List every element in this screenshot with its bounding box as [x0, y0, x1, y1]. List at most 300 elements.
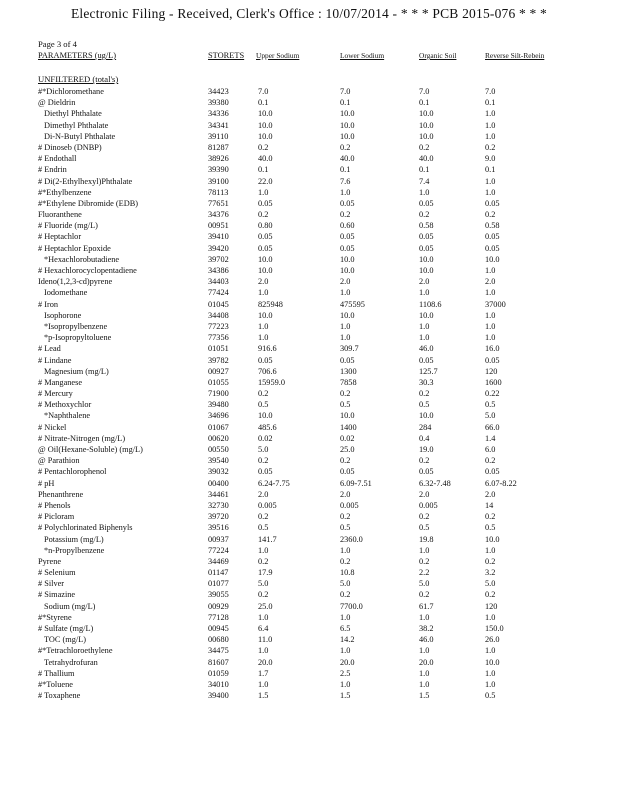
value-cell: 1.0 — [485, 109, 496, 119]
value-cell: 1.0 — [340, 679, 351, 689]
value-cell: 0.5 — [258, 523, 269, 533]
value-cell: 66.0 — [485, 422, 500, 432]
value-cell: 10.0 — [419, 120, 434, 130]
table-row — [0, 120, 618, 131]
parameter-name: #*Ethylene Dibromide (EDB) — [38, 198, 139, 208]
value-cell: 0.60 — [340, 221, 355, 231]
value-cell: 2.0 — [340, 277, 351, 287]
value-cell: 0.05 — [419, 243, 434, 253]
value-cell: 1.0 — [485, 679, 496, 689]
value-cell: 10.0 — [340, 131, 355, 141]
storet-code: 00937 — [208, 534, 229, 544]
storet-code: 39032 — [208, 467, 229, 477]
value-cell: 5.0 — [258, 445, 269, 454]
parameter-name: *p-Isopropyltoluene — [44, 333, 112, 343]
value-cell: 706.6 — [258, 366, 277, 376]
value-cell: 7700.0 — [340, 601, 363, 611]
value-cell: 1.0 — [340, 545, 351, 555]
value-cell: 26.0 — [485, 635, 500, 645]
value-cell: 0.05 — [258, 243, 273, 253]
parameter-name: Ideno(1,2,3-cd)pyrene — [38, 277, 113, 287]
value-cell: 19.0 — [419, 445, 434, 454]
value-cell: 10.0 — [258, 310, 273, 320]
table-row — [0, 444, 618, 455]
value-cell: 46.0 — [419, 635, 434, 645]
storet-code: 34386 — [208, 266, 229, 275]
value-cell: 22.0 — [258, 176, 273, 186]
value-cell: 1.5 — [419, 691, 430, 701]
value-cell: 40.0 — [258, 154, 273, 164]
storet-code: 01051 — [208, 344, 229, 354]
filing-header: Electronic Filing - Received, Clerk's Office : 10/07/2014 - * * * PCB 2015-076 * * * — [70, 6, 548, 21]
table-row — [0, 209, 618, 220]
table-row — [0, 310, 618, 321]
parameter-name: Phenanthrene — [38, 489, 84, 499]
table-row — [0, 321, 618, 332]
storet-code: 01055 — [208, 377, 229, 387]
table-row — [0, 276, 618, 287]
parameter-name: Isophorone — [44, 310, 82, 320]
storet-code: 01067 — [208, 422, 229, 432]
value-cell: 10.0 — [340, 310, 355, 320]
value-cell: 6.09-7.51 — [340, 478, 372, 488]
parameter-name: # Iron — [38, 299, 59, 309]
value-cell: 0.2 — [485, 456, 496, 466]
value-cell: 0.2 — [485, 210, 496, 220]
value-cell: 10.0 — [419, 411, 434, 421]
storet-code: 81607 — [208, 657, 229, 667]
value-cell: 0.1 — [340, 165, 351, 175]
lower-sodium-header: Lower Sodium — [340, 51, 385, 60]
table-row — [0, 500, 618, 511]
storet-code: 77128 — [208, 612, 229, 622]
value-cell: 30.3 — [419, 377, 434, 387]
table-row — [0, 433, 618, 444]
value-cell: 1.0 — [419, 612, 430, 622]
parameter-name: TOC (mg/L) — [44, 635, 87, 645]
storet-code: 39380 — [208, 98, 229, 108]
value-cell: 7.6 — [340, 176, 351, 186]
value-cell: 10.0 — [419, 131, 434, 141]
value-cell: 1.0 — [485, 310, 496, 320]
parameter-name: # Picloram — [38, 512, 75, 522]
storet-code: 77223 — [208, 321, 229, 331]
value-cell: 1300 — [340, 366, 357, 376]
value-cell: 284 — [419, 422, 432, 432]
value-cell: 0.2 — [485, 556, 496, 566]
table-row — [0, 343, 618, 354]
value-cell: 7.0 — [485, 87, 496, 96]
storet-code: 81287 — [208, 142, 229, 152]
parameter-name: #*Styrene — [38, 612, 72, 622]
storet-code: 34461 — [208, 489, 229, 499]
storet-code: 34469 — [208, 556, 229, 566]
value-cell: 0.05 — [258, 198, 273, 208]
value-cell: 15959.0 — [258, 377, 285, 387]
table-row — [0, 187, 618, 198]
value-cell: 475595 — [340, 299, 365, 309]
value-cell: 1.0 — [419, 187, 430, 197]
value-cell: 0.05 — [258, 232, 273, 242]
parameter-name: Di-N-Butyl Phthalate — [44, 131, 116, 141]
parameter-name: @ Oil(Hexane-Soluble) (mg/L) — [38, 445, 143, 454]
table-row — [0, 690, 618, 701]
value-cell: 10.0 — [258, 131, 273, 141]
table-row — [0, 534, 618, 545]
table-row — [0, 254, 618, 265]
storet-code: 34010 — [208, 679, 229, 689]
storet-code: 00927 — [208, 366, 229, 376]
value-cell: 0.2 — [485, 512, 496, 522]
table-row — [0, 176, 618, 187]
value-cell: 0.1 — [258, 165, 269, 175]
parameter-name: # Heptachlor — [38, 232, 82, 242]
storet-code: 77424 — [208, 288, 229, 298]
value-cell: 0.5 — [485, 523, 496, 533]
parameter-name: Diethyl Phthalate — [44, 109, 102, 119]
value-cell: 2.0 — [258, 277, 269, 287]
storet-code: 77224 — [208, 545, 229, 555]
value-cell: 1.0 — [258, 187, 269, 197]
value-cell: 1.5 — [258, 691, 269, 701]
value-cell: 120 — [485, 366, 498, 376]
value-cell: 485.6 — [258, 422, 277, 432]
value-cell: 1.0 — [485, 646, 496, 656]
table-row — [0, 623, 618, 634]
value-cell: 1.0 — [485, 187, 496, 197]
storet-code: 01077 — [208, 579, 229, 589]
parameter-name: Iodomethane — [44, 288, 88, 298]
parameter-name: Fluoranthene — [38, 210, 82, 220]
value-cell: 1.0 — [258, 321, 269, 331]
value-cell: 0.005 — [340, 500, 359, 510]
value-cell: 6.32-7.48 — [419, 478, 451, 488]
value-cell: 0.05 — [258, 467, 273, 477]
parameter-name: @ Dieldrin — [38, 98, 76, 108]
value-cell: 0.05 — [340, 243, 355, 253]
storet-code: 00951 — [208, 221, 229, 231]
value-cell: 0.02 — [258, 433, 273, 443]
value-cell: 0.05 — [485, 355, 500, 365]
value-cell: 0.05 — [340, 467, 355, 477]
parameter-name: # Silver — [38, 579, 65, 589]
value-cell: 0.1 — [419, 165, 430, 175]
value-cell: 1.0 — [485, 288, 496, 298]
storet-code: 00550 — [208, 445, 229, 454]
value-cell: 0.05 — [340, 355, 355, 365]
table-row — [0, 589, 618, 600]
parameter-name: #*Tetrachloroethylene — [38, 646, 113, 656]
storet-code: 01045 — [208, 299, 229, 309]
value-cell: 1.0 — [485, 131, 496, 141]
storet-code: 39516 — [208, 523, 229, 533]
value-cell: 25.0 — [258, 601, 273, 611]
parameter-name: # Manganese — [38, 377, 83, 387]
value-cell: 1.7 — [258, 668, 269, 678]
parameter-name: Magnesium (mg/L) — [44, 366, 109, 376]
value-cell: 1108.6 — [419, 299, 442, 309]
value-cell: 0.1 — [485, 165, 496, 175]
table-row — [0, 153, 618, 164]
value-cell: 0.1 — [258, 98, 269, 108]
table-row — [0, 220, 618, 231]
value-cell: 0.2 — [340, 456, 351, 466]
table-row — [0, 410, 618, 421]
value-cell: 0.05 — [485, 467, 500, 477]
table-row — [0, 332, 618, 343]
table-row — [0, 668, 618, 679]
table-row — [0, 399, 618, 410]
storet-code: 77651 — [208, 198, 229, 208]
table-row — [0, 97, 618, 108]
parameter-name: # Pentachlorophenol — [38, 467, 107, 477]
parameter-name: # Nickel — [38, 422, 67, 432]
value-cell: 20.0 — [258, 657, 273, 667]
upper-sodium-header: Upper Sodium — [256, 51, 300, 60]
storet-code: 01059 — [208, 668, 229, 678]
value-cell: 2.0 — [419, 277, 430, 287]
value-cell: 0.5 — [258, 400, 269, 410]
value-cell: 1.4 — [485, 433, 496, 443]
value-cell: 0.2 — [258, 456, 269, 466]
storet-code: 39110 — [208, 131, 229, 141]
value-cell: 0.2 — [340, 389, 351, 399]
value-cell: 0.2 — [340, 142, 351, 152]
parameter-name: # Phenols — [38, 500, 71, 510]
value-cell: 0.2 — [340, 590, 351, 600]
value-cell: 0.2 — [258, 389, 269, 399]
table-row — [0, 355, 618, 366]
parameter-name: # Dinoseb (DNBP) — [38, 142, 102, 152]
value-cell: 6.07-8.22 — [485, 478, 517, 488]
value-cell: 3.2 — [485, 568, 496, 578]
value-cell: 20.0 — [340, 657, 355, 667]
storet-code: 01147 — [208, 568, 229, 578]
value-cell: 0.2 — [258, 590, 269, 600]
value-cell: 10.0 — [340, 266, 355, 275]
value-cell: 10.0 — [258, 120, 273, 130]
storet-code: 39100 — [208, 176, 229, 186]
parameter-name: # Toxaphene — [38, 691, 81, 701]
column-headers — [38, 51, 618, 62]
value-cell: 0.005 — [258, 500, 277, 510]
table-row — [0, 679, 618, 690]
value-cell: 14 — [485, 500, 494, 510]
value-cell: 0.2 — [340, 556, 351, 566]
value-cell: 0.5 — [485, 400, 496, 410]
value-cell: 0.05 — [485, 198, 500, 208]
table-row — [0, 108, 618, 119]
value-cell: 10.8 — [340, 568, 355, 578]
value-cell: 0.005 — [419, 500, 438, 510]
table-row — [0, 366, 618, 377]
table-row — [0, 634, 618, 645]
table-row — [0, 265, 618, 276]
parameter-name: Sodium (mg/L) — [44, 601, 96, 611]
value-cell: 0.5 — [485, 691, 496, 701]
value-cell: 1.0 — [419, 668, 430, 678]
storet-code: 34403 — [208, 277, 229, 287]
storet-code: 77356 — [208, 333, 229, 343]
value-cell: 6.5 — [340, 624, 351, 633]
value-cell: 7858 — [340, 377, 357, 387]
value-cell: 0.4 — [419, 433, 430, 443]
storets-header: STORETS — [208, 51, 245, 60]
parameter-name: #*Dichloromethane — [38, 87, 104, 96]
parameter-name: # Endothall — [38, 154, 77, 164]
value-cell: 125.7 — [419, 366, 438, 376]
value-cell: 20.0 — [419, 657, 434, 667]
parameter-name: Dimethyl Phthalate — [44, 120, 109, 130]
parameter-name: # Lead — [38, 344, 61, 354]
table-row — [0, 522, 618, 533]
value-cell: 7.0 — [340, 87, 351, 96]
value-cell: 0.1 — [340, 98, 351, 108]
value-cell: 40.0 — [419, 154, 434, 164]
parameter-name: # Nitrate-Nitrogen (mg/L) — [38, 433, 126, 443]
storet-code: 39720 — [208, 512, 229, 522]
table-row — [0, 645, 618, 656]
value-cell: 1.0 — [258, 679, 269, 689]
storet-code: 32730 — [208, 500, 229, 510]
value-cell: 0.2 — [258, 556, 269, 566]
storet-code: 00929 — [208, 601, 229, 611]
table-row — [0, 489, 618, 500]
value-cell: 0.2 — [419, 556, 430, 566]
table-row — [0, 556, 618, 567]
value-cell: 25.0 — [340, 445, 355, 454]
value-cell: 1600 — [485, 377, 502, 387]
storet-code: 00400 — [208, 478, 229, 488]
storet-code: 39055 — [208, 590, 229, 600]
value-cell: 0.1 — [485, 98, 496, 108]
value-cell: 1.0 — [340, 288, 351, 298]
parameter-name: # Sulfate (mg/L) — [38, 624, 94, 633]
parameter-name: #*Toluene — [38, 679, 73, 689]
table-row — [0, 142, 618, 153]
table-row — [0, 612, 618, 623]
value-cell: 10.0 — [419, 109, 434, 119]
value-cell: 61.7 — [419, 601, 434, 611]
value-cell: 0.05 — [485, 232, 500, 242]
storet-code: 34376 — [208, 210, 229, 220]
storet-code: 39390 — [208, 165, 229, 175]
value-cell: 5.0 — [419, 579, 430, 589]
value-cell: 0.1 — [419, 98, 430, 108]
table-row — [0, 299, 618, 310]
value-cell: 0.2 — [485, 142, 496, 152]
value-cell: 7.0 — [419, 87, 430, 96]
parameter-name: # Selenium — [38, 568, 76, 578]
value-cell: 2360.0 — [340, 534, 363, 544]
table-row — [0, 198, 618, 209]
value-cell: 37000 — [485, 299, 506, 309]
value-cell: 0.2 — [419, 512, 430, 522]
value-cell: 0.2 — [419, 142, 430, 152]
storet-code: 34475 — [208, 646, 229, 656]
value-cell: 0.05 — [419, 232, 434, 242]
storet-code: 39400 — [208, 691, 229, 701]
parameter-name: # Mercury — [38, 389, 73, 399]
value-cell: 1.0 — [258, 646, 269, 656]
table-row — [0, 86, 618, 97]
value-cell: 1.0 — [485, 176, 496, 186]
value-cell: 10.0 — [340, 254, 355, 264]
value-cell: 10.0 — [258, 411, 273, 421]
value-cell: 1400 — [340, 422, 357, 432]
value-cell: 0.02 — [340, 433, 355, 443]
value-cell: 10.0 — [340, 109, 355, 119]
value-cell: 120 — [485, 601, 498, 611]
value-cell: 2.0 — [485, 489, 496, 499]
value-cell: 1.0 — [258, 545, 269, 555]
parameter-name: # Simazine — [38, 590, 76, 600]
storet-code: 39702 — [208, 254, 229, 264]
storet-code: 39420 — [208, 243, 229, 253]
parameter-name: *n-Propylbenzene — [44, 545, 105, 555]
value-cell: 0.2 — [258, 512, 269, 522]
value-cell: 141.7 — [258, 534, 277, 544]
value-cell: 1.5 — [340, 691, 351, 701]
value-cell: 1.0 — [419, 646, 430, 656]
table-row — [0, 578, 618, 589]
table-row — [0, 455, 618, 466]
value-cell: 0.2 — [258, 142, 269, 152]
value-cell: 2.0 — [419, 489, 430, 499]
reverse-silt-header: Reverse Silt-Rebein — [485, 51, 545, 60]
value-cell: 10.0 — [485, 254, 500, 264]
value-cell: 6.4 — [258, 624, 269, 633]
parameter-name: Tetrahydrofuran — [44, 657, 98, 667]
value-cell: 10.0 — [485, 657, 500, 667]
storet-code: 39410 — [208, 232, 229, 242]
value-cell: 5.0 — [340, 579, 351, 589]
parameter-name: # Endrin — [38, 165, 67, 175]
value-cell: 1.0 — [258, 288, 269, 298]
value-cell: 9.0 — [485, 154, 496, 164]
storet-code: 34336 — [208, 109, 229, 119]
value-cell: 0.5 — [419, 400, 430, 410]
value-cell: 0.05 — [340, 232, 355, 242]
value-cell: 0.22 — [485, 389, 500, 399]
value-cell: 17.9 — [258, 568, 273, 578]
value-cell: 1.0 — [419, 321, 430, 331]
value-cell: 916.6 — [258, 344, 277, 354]
value-cell: 2.0 — [485, 277, 496, 287]
value-cell: 0.58 — [419, 221, 434, 231]
parameter-name: # Methoxychlor — [38, 400, 92, 410]
value-cell: 1.0 — [340, 187, 351, 197]
table-row — [0, 164, 618, 175]
table-row — [0, 511, 618, 522]
value-cell: 1.0 — [419, 545, 430, 555]
value-cell: 0.2 — [419, 210, 430, 220]
table-row — [0, 231, 618, 242]
storet-code: 00680 — [208, 635, 229, 645]
value-cell: 1.0 — [485, 120, 496, 130]
value-cell: 0.05 — [485, 243, 500, 253]
value-cell: 46.0 — [419, 344, 434, 354]
value-cell: 5.0 — [258, 579, 269, 589]
value-cell: 0.58 — [485, 221, 500, 231]
table-row — [0, 657, 618, 668]
value-cell: 1.0 — [419, 679, 430, 689]
table-row — [0, 567, 618, 578]
value-cell: 0.2 — [485, 590, 496, 600]
parameter-name: # pH — [38, 478, 55, 488]
table-row — [0, 545, 618, 556]
value-cell: 0.05 — [258, 355, 273, 365]
